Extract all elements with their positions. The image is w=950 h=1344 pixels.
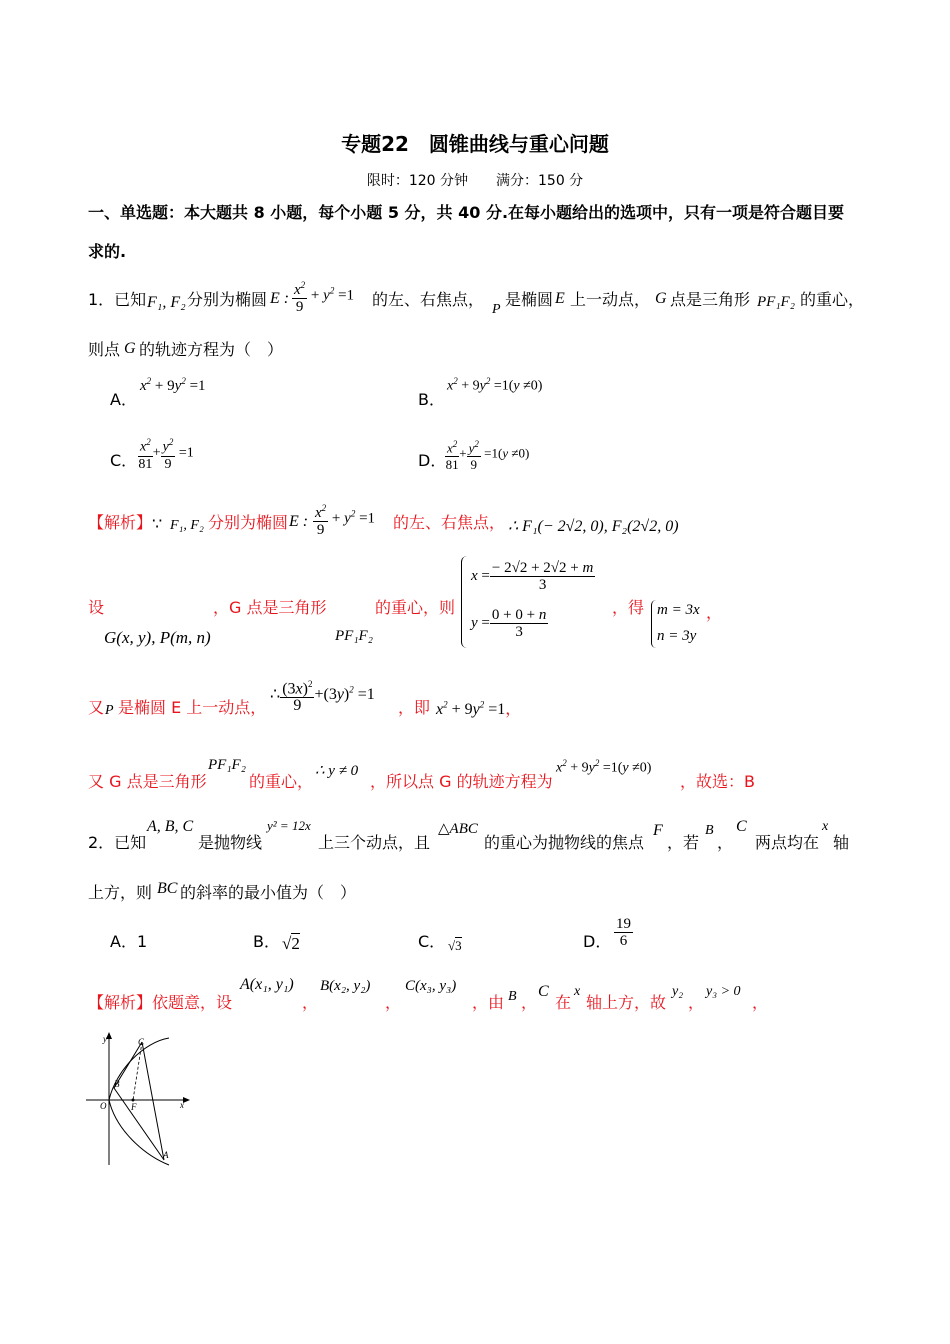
- q1-text-6: 的重心，: [800, 290, 865, 309]
- result-m: m = 3x: [657, 602, 700, 618]
- figure-label-f: F: [131, 1102, 137, 1112]
- q1-analysis-foci-values: ∴ F₁(− 2√2, 0), F₂(2√2, 0): [508, 518, 679, 535]
- q1-option-d-label[interactable]: D．: [418, 451, 447, 470]
- q1-analysis-gline1: 又 G 点是三角形: [88, 772, 207, 791]
- q1-e: E: [555, 290, 565, 307]
- q1-option-a-formula[interactable]: $x^2 + 9y^2 =1$: [140, 376, 206, 394]
- q1-triangle: PF₁F₂: [757, 294, 795, 310]
- q1-analysis-gline2: 的重心，: [249, 772, 314, 791]
- q1-analysis-ellipse-label: E :: [289, 513, 309, 530]
- q2-analysis-s1: 依题意，设: [152, 993, 233, 1012]
- q2-b: B: [705, 823, 714, 838]
- q2-text-5: ，: [717, 833, 734, 852]
- comma-a: ，: [302, 993, 319, 1012]
- q1-analysis-final-equation: $x^2 + 9y^2 =1(y \ne 0)$: [556, 758, 652, 776]
- q1-line2-g: G: [124, 340, 136, 357]
- figure-label-x: x: [180, 1100, 184, 1110]
- q2-bc: BC: [157, 880, 178, 897]
- q2-x: x: [822, 819, 829, 834]
- q1-analysis-coords: G(x, y), P(m, n): [104, 628, 211, 647]
- q2-analysis-s3: 在: [555, 993, 572, 1012]
- q1-option-d-formula[interactable]: $\frac{x^2}{81}$ + $\frac{y^2}{9}$ =1(y ≠0): [445, 436, 529, 473]
- q1-text-4: 上一动点，: [570, 290, 651, 309]
- parabola-curve: [109, 1038, 169, 1165]
- because-symbol: ∵: [152, 516, 163, 533]
- comma-c: ，: [521, 993, 538, 1012]
- q2-analysis-y2: y₂: [672, 984, 684, 999]
- q1-option-c-label[interactable]: C．: [110, 451, 138, 470]
- q2-text-1: 是抛物线: [198, 833, 263, 852]
- figure-label-b: B: [114, 1079, 120, 1089]
- q2-text-2: 上三个动点，且: [318, 833, 431, 852]
- q2-text-6: 两点均在: [755, 833, 820, 852]
- comma-d: ，: [688, 993, 705, 1012]
- q1-analysis-p: P: [105, 703, 114, 718]
- q1-ellipse-equation: $\frac{x^2}{9}$ + $y^2 =1$: [292, 277, 354, 315]
- q2-analysis-pc: C(x₃, y₃): [405, 978, 457, 994]
- q1-text-1: 分别为椭圆: [187, 290, 268, 309]
- section-heading-cont: 求的.: [88, 242, 127, 261]
- q1-ellipse-label: E :: [270, 290, 290, 307]
- q2-text-7: 轴: [833, 833, 850, 852]
- q2-option-a[interactable]: A．1: [110, 932, 148, 951]
- q2-text-4: ，若: [667, 833, 700, 852]
- q2-analysis-pb: B(x₂, y₂): [320, 978, 371, 994]
- centroid-x-equation: x = $\frac{- 2√2 + 2√2 + m}{3}$: [471, 560, 594, 593]
- q2-option-d-value[interactable]: $\frac{19}{6}$: [616, 916, 631, 949]
- q2-analysis-c: C: [538, 983, 549, 1000]
- parabola-figure: [84, 1030, 194, 1170]
- q2-line2b: 的斜率的最小值为（ ）: [180, 883, 357, 902]
- q1-analysis-pline: 是椭圆 E 上一动点，: [118, 698, 267, 717]
- q1-analysis-triangle-2: PF₁F₂: [208, 757, 246, 773]
- figure-label-c: C: [138, 1037, 145, 1047]
- q2-f: F: [653, 822, 663, 839]
- q1-analysis-result: $x^2 + 9y^2 =1$，: [436, 699, 522, 718]
- q2-option-c-value[interactable]: √3: [448, 938, 462, 953]
- q2-parabola: y² = 12x: [267, 818, 311, 833]
- q1-analysis-ellipse: $\frac{x^2}{9}$ + $y^2 =1$: [313, 500, 375, 538]
- comma-e: ，: [752, 993, 769, 1012]
- median-line: [133, 1042, 142, 1100]
- q2-option-c-label[interactable]: C．: [418, 932, 446, 951]
- q1-option-b-formula[interactable]: $x^2 + 9y^2 =1(y \ne 0)$: [447, 376, 543, 394]
- q2-analysis-s4: 轴上方，故: [586, 993, 667, 1012]
- q1-number: 1．已知: [88, 290, 147, 309]
- q1-point-p: P: [492, 302, 501, 317]
- system-brace: [461, 556, 468, 648]
- q1-analysis-substitution: ∴ $\frac{(3x)^2}{9}$ $+(3y)^2 =1$: [270, 676, 375, 714]
- q2-text-3: 的重心为抛物线的焦点: [484, 833, 645, 852]
- figure-label-y: y: [103, 1034, 107, 1044]
- page-title: 专题22 圆锥曲线与重心问题: [341, 132, 609, 156]
- q2-analysis-s2: ，由: [472, 993, 505, 1012]
- q2-points: A, B, C: [147, 818, 194, 835]
- q2-option-b-label[interactable]: B．: [253, 932, 280, 951]
- result-n: n = 3y: [657, 628, 697, 644]
- q1-g: G: [655, 290, 667, 307]
- q2-analysis-x: x: [574, 984, 581, 999]
- q1-analysis-ycond: ∴ y ≠ 0: [315, 763, 359, 779]
- fraction-x2-over-9: $\frac{x^2}{9}$: [292, 277, 307, 315]
- q1-analysis-tag: 【解析】: [88, 513, 153, 532]
- q1-option-a-label[interactable]: A．: [110, 390, 137, 409]
- comma: ，: [706, 603, 723, 622]
- q1-analysis-get: ，得: [612, 598, 645, 617]
- q1-analysis-set: 设: [88, 598, 105, 617]
- q2-c: C: [736, 818, 747, 835]
- time-score-limits: 限时：120 分钟 满分：150 分: [366, 173, 584, 189]
- x-axis-arrow: [183, 1097, 190, 1103]
- centroid-y-equation: y = $\frac{0 + 0 + n}{3}$: [471, 607, 547, 640]
- q1-analysis-center: 的重心，则: [375, 598, 456, 617]
- q1-text-3: 是椭圆: [505, 290, 554, 309]
- q2-analysis-pa: A(x₁, y₁): [240, 976, 294, 993]
- q1-analysis-s1: 分别为椭圆: [208, 513, 289, 532]
- q1-text-5: 点是三角形: [670, 290, 751, 309]
- q1-analysis-gpt: ，G 点是三角形: [213, 598, 327, 617]
- q2-analysis-y3: y₃ > 0: [706, 984, 741, 999]
- q1-analysis-again: 又: [88, 698, 105, 717]
- q1-analysis-foci: F₁, F₂: [170, 518, 204, 533]
- q1-line2b: 的轨迹方程为（ ）: [139, 340, 284, 359]
- comma-b: ，: [385, 993, 402, 1012]
- q1-analysis-s2: 的左、右焦点，: [393, 513, 506, 532]
- q1-analysis-answer: ，故选：B: [680, 772, 755, 791]
- q2-analysis-tag: 【解析】: [88, 993, 153, 1012]
- q2-option-b-value[interactable]: √2: [282, 934, 300, 953]
- figure-label-a: A: [163, 1150, 169, 1160]
- q1-foci: F₁, F₂: [147, 294, 186, 311]
- q2-analysis-b: B: [508, 989, 517, 1004]
- q1-option-b-label[interactable]: B．: [418, 390, 445, 409]
- q1-option-c-formula[interactable]: $\frac{x^2}{81}$ + $\frac{y^2}{9}$ =1: [138, 434, 194, 473]
- q1-text-2: 的左、右焦点，: [372, 290, 485, 309]
- q1-analysis-conclusion: ，所以点 G 的轨迹方程为: [370, 772, 553, 791]
- q2-triangle: △ABC: [438, 821, 478, 837]
- figure-label-o: O: [100, 1101, 107, 1111]
- q2-line2: 上方，则: [88, 883, 153, 902]
- q1-analysis-triangle: PF₁F₂: [335, 628, 373, 644]
- q2-number: 2．已知: [88, 833, 147, 852]
- q1-analysis-so: ，即: [398, 698, 431, 717]
- q1-line2: 则点: [88, 340, 121, 359]
- section-heading: 一、单选题：本大题共 8 小题，每个小题 5 分，共 40 分.在每小题给出的选项中，只有一项是符合题目要: [88, 203, 845, 222]
- q2-option-d-label[interactable]: D．: [583, 932, 612, 951]
